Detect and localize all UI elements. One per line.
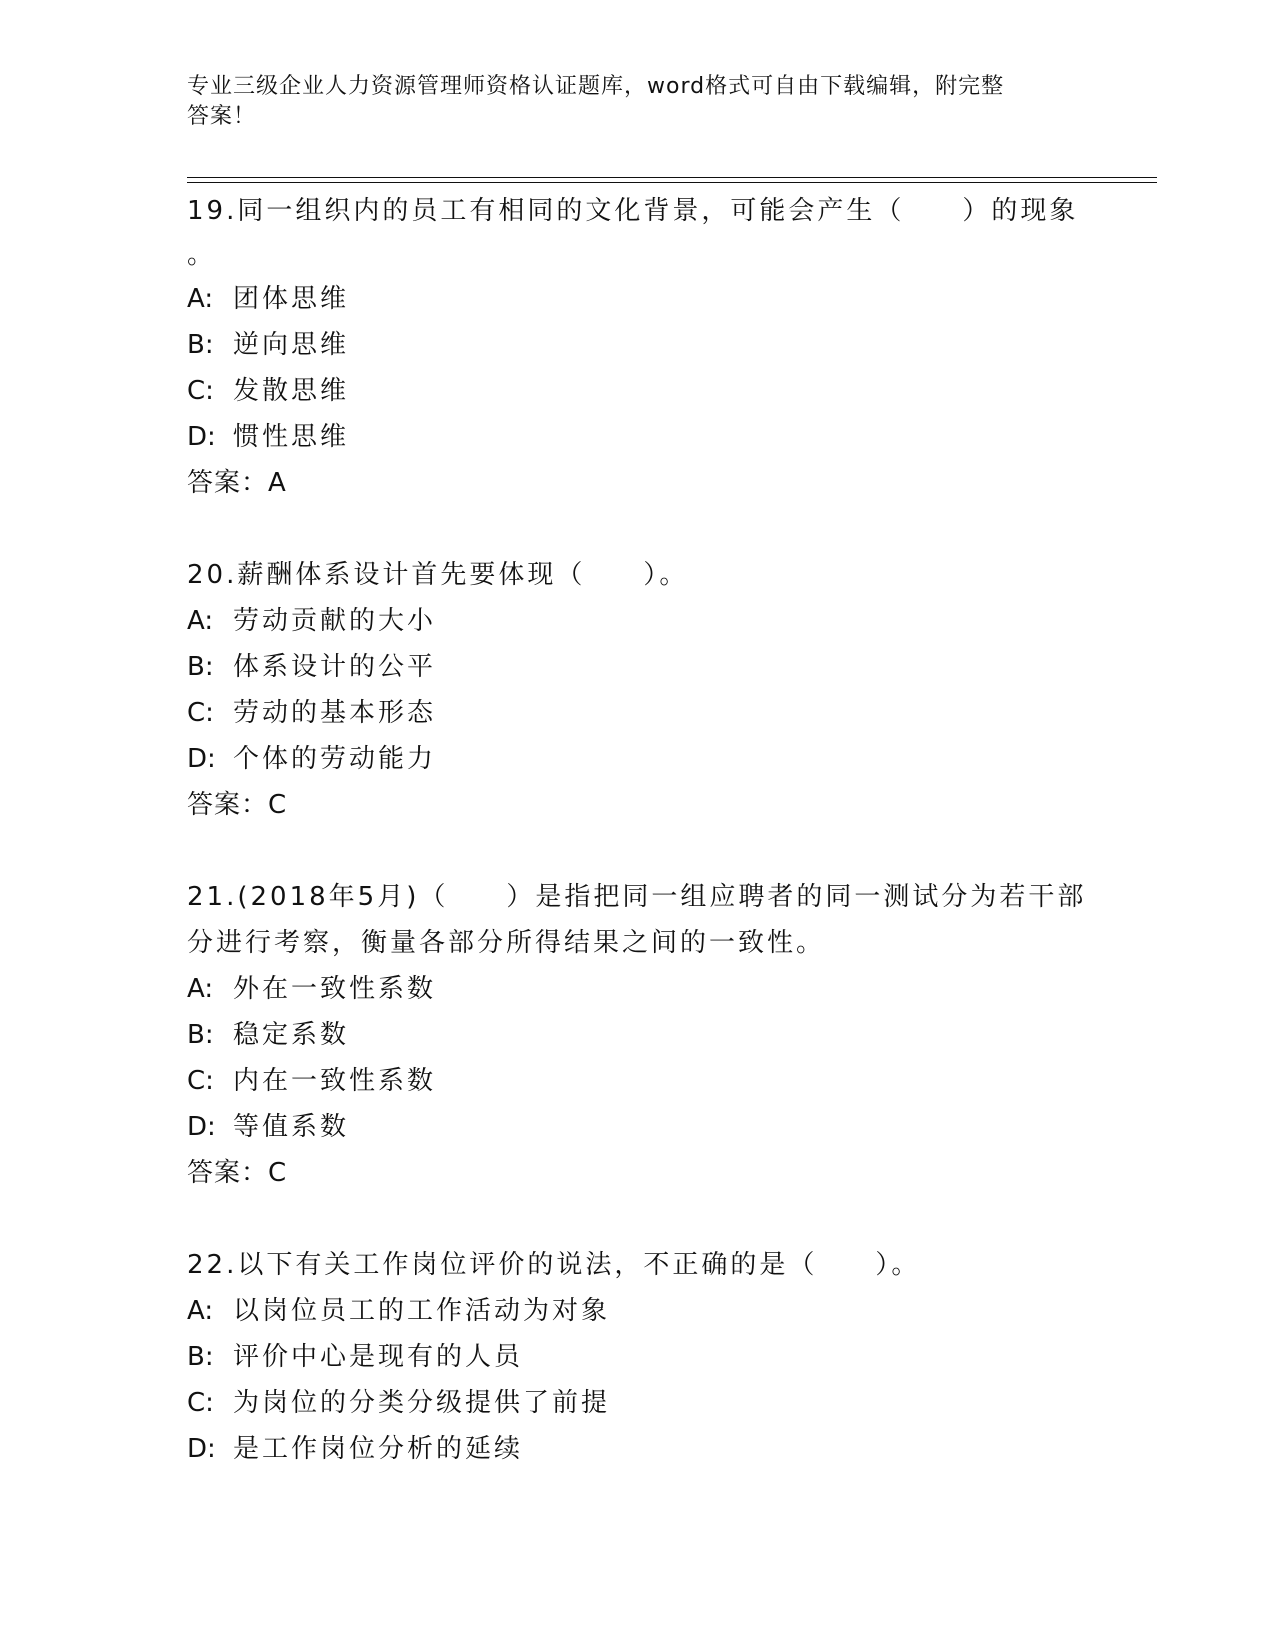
option-a: [187, 276, 1087, 322]
option-text: 惯性思维: [233, 422, 350, 452]
option-letter: B:: [187, 1020, 214, 1050]
option-letter: B:: [187, 652, 214, 682]
option-b: [187, 644, 1087, 690]
option-letter: C:: [187, 376, 214, 406]
option-letter: C:: [187, 1066, 214, 1096]
question-21: [187, 874, 1087, 1196]
option-a: [187, 1288, 1087, 1334]
option-letter: D:: [187, 422, 216, 452]
question-stem: 20.薪酬体系设计首先要体现（ ）。: [187, 560, 689, 590]
question-stem: 21.(2018年5月)（ ）是指把同一组应聘者的同一测试分为若干部: [187, 882, 1087, 912]
option-c: [187, 368, 1087, 414]
header-divider-top: [187, 177, 1157, 178]
option-text: 内在一致性系数: [233, 1066, 437, 1096]
option-text: 为岗位的分类分级提供了前提: [233, 1388, 611, 1418]
option-d: [187, 1426, 1087, 1472]
option-letter: D:: [187, 744, 216, 774]
option-letter: D:: [187, 1434, 216, 1464]
option-letter: B:: [187, 1342, 214, 1372]
option-text: 等值系数: [233, 1112, 350, 1142]
answer-line: 答案：C: [187, 1158, 288, 1188]
option-letter: C:: [187, 698, 214, 728]
option-text: 团体思维: [233, 284, 350, 314]
option-text: 劳动的基本形态: [233, 698, 437, 728]
option-text: 以岗位员工的工作活动为对象: [233, 1296, 611, 1326]
option-text: 劳动贡献的大小: [233, 606, 437, 636]
option-b: [187, 322, 1087, 368]
question-stem-continuation: 。: [187, 240, 214, 270]
question-stem: 19.同一组织内的员工有相同的文化背景，可能会产生（ ）的现象: [187, 196, 1079, 226]
header-line-1: 专业三级企业人力资源管理师资格认证题库，word格式可自由下载编辑，附完整: [187, 74, 1005, 99]
option-letter: A:: [187, 974, 214, 1004]
option-letter: A:: [187, 284, 214, 314]
option-d: [187, 414, 1087, 460]
option-c: [187, 1058, 1087, 1104]
option-text: 外在一致性系数: [233, 974, 437, 1004]
option-b: [187, 1334, 1087, 1380]
question-19: [187, 188, 1087, 506]
option-a: [187, 598, 1087, 644]
option-letter: D:: [187, 1112, 216, 1142]
option-text: 个体的劳动能力: [233, 744, 437, 774]
option-text: 逆向思维: [233, 330, 350, 360]
option-text: 发散思维: [233, 376, 350, 406]
option-letter: A:: [187, 606, 214, 636]
option-text: 是工作岗位分析的延续: [233, 1434, 524, 1464]
answer-line: 答案：A: [187, 468, 287, 498]
question-stem-continuation: 分进行考察，衡量各部分所得结果之间的一致性。: [187, 928, 826, 958]
option-d: [187, 1104, 1087, 1150]
option-b: [187, 1012, 1087, 1058]
option-letter: A:: [187, 1296, 214, 1326]
option-c: [187, 1380, 1087, 1426]
header-divider-bottom: [187, 182, 1157, 183]
header-line-2: 答案！: [187, 104, 257, 129]
option-a: [187, 966, 1087, 1012]
question-20: [187, 552, 1087, 828]
document-header: [187, 72, 1087, 132]
option-letter: C:: [187, 1388, 214, 1418]
option-text: 体系设计的公平: [233, 652, 437, 682]
question-stem: 22.以下有关工作岗位评价的说法，不正确的是（ ）。: [187, 1250, 921, 1280]
question-list: [187, 188, 1087, 1472]
answer-line: 答案：C: [187, 790, 288, 820]
question-22: [187, 1242, 1087, 1472]
option-letter: B:: [187, 330, 214, 360]
option-d: [187, 736, 1087, 782]
option-c: [187, 690, 1087, 736]
option-text: 稳定系数: [233, 1020, 350, 1050]
option-text: 评价中心是现有的人员: [233, 1342, 524, 1372]
